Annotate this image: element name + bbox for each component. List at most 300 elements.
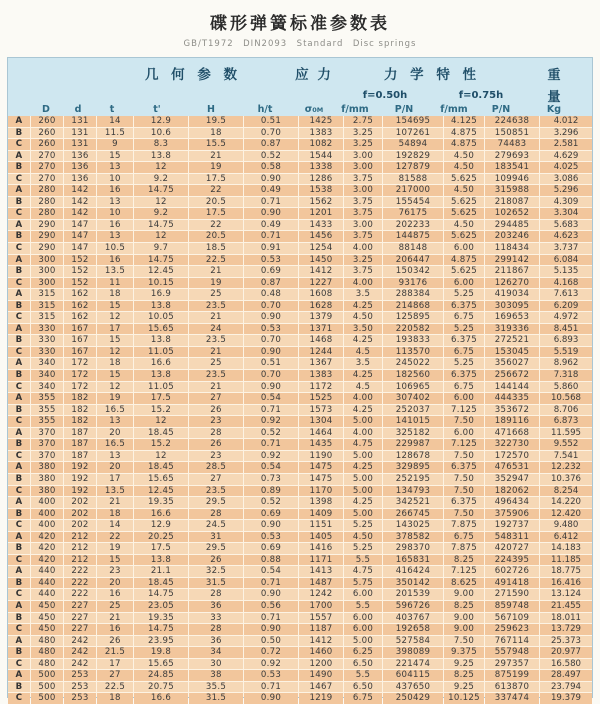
data-cell: 229987 xyxy=(383,439,443,450)
data-cell: 480 xyxy=(31,647,63,658)
data-cell: 4.00 xyxy=(344,243,382,254)
group-header-stress: 应 力 xyxy=(295,67,333,83)
data-cell: 1171 xyxy=(299,555,343,566)
data-cell: 169653 xyxy=(485,312,539,323)
data-cell: 19 xyxy=(189,278,243,289)
data-cell: 5.25 xyxy=(444,324,484,335)
data-cell: 16.6 xyxy=(134,693,188,704)
data-cell: 7.125 xyxy=(444,439,484,450)
data-cell: 253 xyxy=(64,670,96,681)
data-cell: 28 xyxy=(189,428,243,439)
data-cell: 1416 xyxy=(299,543,343,554)
data-cell: 398089 xyxy=(383,647,443,658)
data-cell: 12 xyxy=(134,416,188,427)
data-cell: 202 xyxy=(64,520,96,531)
data-cell: 9.480 xyxy=(540,520,592,531)
data-cell: 153045 xyxy=(485,347,539,358)
data-cell: 22 xyxy=(189,185,243,196)
data-cell: 16 xyxy=(97,624,133,635)
series-cell: C xyxy=(8,243,30,254)
data-cell: 1367 xyxy=(299,358,343,369)
data-cell: 0.52 xyxy=(244,428,298,439)
data-cell: 28 xyxy=(189,624,243,635)
data-cell: 1573 xyxy=(299,405,343,416)
data-cell: 1475 xyxy=(299,474,343,485)
data-cell: 31 xyxy=(189,532,243,543)
data-cell: 450 xyxy=(31,613,63,624)
data-cell: 187 xyxy=(64,451,96,462)
data-cell: 6.75 xyxy=(444,347,484,358)
series-cell: C xyxy=(8,208,30,219)
data-cell: 1244 xyxy=(299,347,343,358)
col-header-t-prime: t' xyxy=(153,104,161,115)
data-cell: 4.25 xyxy=(344,370,382,381)
data-cell: 6.25 xyxy=(344,647,382,658)
data-cell: 370 xyxy=(31,451,63,462)
data-cell: 0.90 xyxy=(244,520,298,531)
col-header-f050-pn: P/N xyxy=(394,104,414,115)
data-cell: 9.25 xyxy=(444,659,484,670)
data-cell: 5.00 xyxy=(344,474,382,485)
data-cell: 152 xyxy=(64,266,96,277)
series-cell: A xyxy=(8,393,30,404)
data-cell: 4.50 xyxy=(444,162,484,173)
data-cell: 6.084 xyxy=(540,255,592,266)
data-cell: 6.75 xyxy=(444,312,484,323)
data-cell: 13.8 xyxy=(134,151,188,162)
data-cell: 500 xyxy=(31,693,63,704)
data-cell: 4.629 xyxy=(540,151,592,162)
data-cell: 14.75 xyxy=(134,220,188,231)
data-cell: 25 xyxy=(189,358,243,369)
data-cell: 4.50 xyxy=(444,151,484,162)
data-cell: 0.92 xyxy=(244,416,298,427)
data-cell: 0.56 xyxy=(244,601,298,612)
data-cell: 6.873 xyxy=(540,416,592,427)
data-cell: 16.416 xyxy=(540,578,592,589)
data-cell: 131 xyxy=(64,139,96,150)
data-cell: 22 xyxy=(189,220,243,231)
data-cell: 18.5 xyxy=(189,243,243,254)
data-cell: 0.90 xyxy=(244,382,298,393)
series-cell: B xyxy=(8,613,30,624)
data-cell: 7.50 xyxy=(444,416,484,427)
data-cell: 303095 xyxy=(485,301,539,312)
subheader-f050: f=0.50h xyxy=(362,90,408,101)
series-cell: A xyxy=(8,428,30,439)
data-cell: 28.5 xyxy=(189,462,243,473)
data-cell: 144875 xyxy=(383,231,443,242)
data-cell: 10.15 xyxy=(134,278,188,289)
data-cell: 450 xyxy=(31,624,63,635)
data-cell: 206447 xyxy=(383,255,443,266)
series-cell: B xyxy=(8,301,30,312)
data-cell: 3.75 xyxy=(344,208,382,219)
data-cell: 4.012 xyxy=(540,116,592,127)
data-cell: 162 xyxy=(64,289,96,300)
col-header-d: d xyxy=(74,104,82,115)
data-cell: 102652 xyxy=(485,208,539,219)
data-cell: 18 xyxy=(97,289,133,300)
data-cell: 14.75 xyxy=(134,185,188,196)
data-cell: 182 xyxy=(64,393,96,404)
data-cell: 16 xyxy=(97,220,133,231)
data-cell: 23.05 xyxy=(134,601,188,612)
data-cell: 329895 xyxy=(383,462,443,473)
series-cell: C xyxy=(8,555,30,566)
data-cell: 27 xyxy=(189,393,243,404)
data-cell: 147 xyxy=(64,220,96,231)
data-cell: 1525 xyxy=(299,393,343,404)
data-cell: 6.50 xyxy=(344,682,382,693)
data-cell: 21.1 xyxy=(134,566,188,577)
data-cell: 20 xyxy=(97,578,133,589)
data-cell: 280 xyxy=(31,208,63,219)
data-cell: 6.00 xyxy=(344,624,382,635)
data-cell: 12 xyxy=(134,231,188,242)
data-cell: 0.54 xyxy=(244,393,298,404)
data-cell: 17 xyxy=(97,324,133,335)
data-cell: 23 xyxy=(189,451,243,462)
data-cell: 0.90 xyxy=(244,693,298,704)
data-cell: 36 xyxy=(189,601,243,612)
data-cell: 272521 xyxy=(485,335,539,346)
data-cell: 3.5 xyxy=(344,289,382,300)
data-cell: 3.75 xyxy=(344,174,382,185)
col-header-f075-pn: P/N xyxy=(491,104,511,115)
data-cell: 11.05 xyxy=(134,347,188,358)
data-cell: 142 xyxy=(64,197,96,208)
data-cell: 12 xyxy=(134,162,188,173)
data-cell: 193833 xyxy=(383,335,443,346)
data-cell: 147 xyxy=(64,243,96,254)
table-header xyxy=(8,58,592,116)
data-cell: 16.5 xyxy=(97,439,133,450)
data-cell: 23 xyxy=(97,566,133,577)
data-cell: 220582 xyxy=(383,324,443,335)
data-cell: 11.05 xyxy=(134,382,188,393)
data-cell: 187 xyxy=(64,428,96,439)
data-cell: 380 xyxy=(31,486,63,497)
data-cell: 270 xyxy=(31,174,63,185)
data-cell: 0.87 xyxy=(244,278,298,289)
data-cell: 15 xyxy=(97,555,133,566)
data-cell: 31.5 xyxy=(189,693,243,704)
data-cell: 36 xyxy=(189,636,243,647)
data-cell: 167 xyxy=(64,324,96,335)
data-cell: 0.71 xyxy=(244,405,298,416)
data-cell: 12 xyxy=(97,312,133,323)
data-cell: 378582 xyxy=(383,532,443,543)
data-cell: 1425 xyxy=(299,116,343,127)
data-cell: 7.541 xyxy=(540,451,592,462)
data-cell: 131 xyxy=(64,116,96,127)
data-cell: 19.8 xyxy=(134,647,188,658)
data-cell: 15 xyxy=(97,370,133,381)
data-cell: 10.376 xyxy=(540,474,592,485)
series-cell: A xyxy=(8,566,30,577)
group-header-weight-top: 重 xyxy=(547,67,561,83)
data-cell: 0.90 xyxy=(244,174,298,185)
data-cell: 1544 xyxy=(299,151,343,162)
data-cell: 4.25 xyxy=(344,301,382,312)
data-cell: 7.50 xyxy=(444,486,484,497)
data-cell: 141015 xyxy=(383,416,443,427)
data-cell: 17.5 xyxy=(134,543,188,554)
data-cell: 9.2 xyxy=(134,174,188,185)
data-cell: 26 xyxy=(189,439,243,450)
data-cell: 1082 xyxy=(299,139,343,150)
data-cell: 419034 xyxy=(485,289,539,300)
data-cell: 192 xyxy=(64,462,96,473)
data-cell: 1412 xyxy=(299,266,343,277)
data-cell: 24 xyxy=(189,324,243,335)
data-cell: 20.25 xyxy=(134,532,188,543)
data-cell: 3.00 xyxy=(344,151,382,162)
data-cell: 0.72 xyxy=(244,647,298,658)
data-cell: 270 xyxy=(31,151,63,162)
data-cell: 380 xyxy=(31,462,63,473)
series-cell: B xyxy=(8,682,30,693)
data-cell: 5.625 xyxy=(444,266,484,277)
data-cell: 27 xyxy=(97,670,133,681)
data-cell: 0.49 xyxy=(244,185,298,196)
data-cell: 1379 xyxy=(299,312,343,323)
data-cell: 14 xyxy=(97,116,133,127)
data-cell: 35.5 xyxy=(189,682,243,693)
data-cell: 859748 xyxy=(485,601,539,612)
data-cell: 212 xyxy=(64,532,96,543)
data-cell: 16.5 xyxy=(97,405,133,416)
series-cell: B xyxy=(8,128,30,139)
group-header-geometry: 几 何 参 数 xyxy=(144,67,242,83)
data-cell: 12 xyxy=(134,451,188,462)
data-cell: 1338 xyxy=(299,162,343,173)
col-header-f075-fmm: f/mm xyxy=(440,104,468,115)
data-cell: 189116 xyxy=(485,416,539,427)
data-cell: 15 xyxy=(97,335,133,346)
series-cell: A xyxy=(8,220,30,231)
col-header-H: H xyxy=(207,104,215,115)
data-cell: 0.70 xyxy=(244,370,298,381)
data-cell: 5.860 xyxy=(540,382,592,393)
data-cell: 337474 xyxy=(485,693,539,704)
data-cell: 21.455 xyxy=(540,601,592,612)
data-cell: 10 xyxy=(97,208,133,219)
data-cell: 1254 xyxy=(299,243,343,254)
data-cell: 613870 xyxy=(485,682,539,693)
data-cell: 11.5 xyxy=(97,128,133,139)
data-cell: 0.70 xyxy=(244,128,298,139)
data-cell: 1487 xyxy=(299,578,343,589)
data-cell: 192829 xyxy=(383,151,443,162)
data-cell: 0.51 xyxy=(244,358,298,369)
data-cell: 18.45 xyxy=(134,578,188,589)
data-cell: 271590 xyxy=(485,589,539,600)
data-cell: 253 xyxy=(64,682,96,693)
data-cell: 8.3 xyxy=(134,139,188,150)
data-cell: 167 xyxy=(64,347,96,358)
group-header-weight-bottom: 量 xyxy=(547,90,561,105)
data-cell: 155454 xyxy=(383,197,443,208)
series-cell: A xyxy=(8,289,30,300)
data-cell: 12.9 xyxy=(134,520,188,531)
data-cell: 596726 xyxy=(383,601,443,612)
data-cell: 1412 xyxy=(299,636,343,647)
data-cell: 227 xyxy=(64,624,96,635)
data-cell: 222 xyxy=(64,589,96,600)
data-cell: 300 xyxy=(31,278,63,289)
data-cell: 875199 xyxy=(485,670,539,681)
data-cell: 203246 xyxy=(485,231,539,242)
data-cell: 20.977 xyxy=(540,647,592,658)
data-cell: 1557 xyxy=(299,613,343,624)
data-cell: 34 xyxy=(189,647,243,658)
data-cell: 416424 xyxy=(383,566,443,577)
data-cell: 14.75 xyxy=(134,624,188,635)
data-cell: 17.5 xyxy=(189,208,243,219)
data-cell: 5.25 xyxy=(444,358,484,369)
data-cell: 0.70 xyxy=(244,301,298,312)
data-cell: 6.00 xyxy=(344,613,382,624)
data-cell: 342521 xyxy=(383,497,443,508)
data-cell: 4.623 xyxy=(540,231,592,242)
data-cell: 13.8 xyxy=(134,370,188,381)
data-cell: 162 xyxy=(64,312,96,323)
data-cell: 4.25 xyxy=(344,462,382,473)
data-cell: 7.50 xyxy=(444,451,484,462)
data-cell: 3.25 xyxy=(344,255,382,266)
data-cell: 4.25 xyxy=(344,335,382,346)
data-cell: 15 xyxy=(97,151,133,162)
data-cell: 214868 xyxy=(383,301,443,312)
data-cell: 4.00 xyxy=(344,278,382,289)
data-cell: 0.53 xyxy=(244,324,298,335)
data-cell: 7.125 xyxy=(444,566,484,577)
data-cell: 1608 xyxy=(299,289,343,300)
data-cell: 21 xyxy=(189,347,243,358)
data-cell: 380 xyxy=(31,474,63,485)
data-cell: 20 xyxy=(97,462,133,473)
data-cell: 259623 xyxy=(485,624,539,635)
data-cell: 375906 xyxy=(485,509,539,520)
data-cell: 5.135 xyxy=(540,266,592,277)
data-cell: 319336 xyxy=(485,324,539,335)
data-cell: 6.00 xyxy=(344,589,382,600)
data-cell: 20 xyxy=(97,428,133,439)
page-subtitle: GB/T1972 DIN2093 Standard Disc springs xyxy=(183,39,417,49)
data-cell: 0.52 xyxy=(244,151,298,162)
data-cell: 13.5 xyxy=(97,266,133,277)
data-cell: 7.613 xyxy=(540,289,592,300)
data-cell: 307402 xyxy=(383,393,443,404)
data-cell: 0.71 xyxy=(244,613,298,624)
data-cell: 1490 xyxy=(299,670,343,681)
data-cell: 297357 xyxy=(485,659,539,670)
data-cell: 252195 xyxy=(383,474,443,485)
data-cell: 300 xyxy=(31,266,63,277)
data-cell: 315988 xyxy=(485,185,539,196)
data-cell: 5.00 xyxy=(344,509,382,520)
series-cell: B xyxy=(8,474,30,485)
data-cell: 5.00 xyxy=(344,486,382,497)
data-cell: 23.95 xyxy=(134,636,188,647)
data-cell: 5.25 xyxy=(444,289,484,300)
data-cell: 767114 xyxy=(485,636,539,647)
data-cell: 330 xyxy=(31,335,63,346)
data-cell: 604115 xyxy=(383,670,443,681)
data-cell: 252037 xyxy=(383,405,443,416)
data-cell: 23 xyxy=(189,416,243,427)
data-cell: 6.00 xyxy=(444,428,484,439)
data-cell: 8.25 xyxy=(444,601,484,612)
data-cell: 17 xyxy=(97,474,133,485)
data-cell: 4.50 xyxy=(444,185,484,196)
data-cell: 5.25 xyxy=(344,543,382,554)
data-cell: 403767 xyxy=(383,613,443,624)
data-cell: 212 xyxy=(64,555,96,566)
title-band xyxy=(0,0,600,49)
data-cell: 11.185 xyxy=(540,555,592,566)
data-cell: 12 xyxy=(97,382,133,393)
data-cell: 23.5 xyxy=(189,335,243,346)
data-cell: 527584 xyxy=(383,636,443,647)
data-cell: 13.729 xyxy=(540,624,592,635)
data-cell: 8.25 xyxy=(444,555,484,566)
data-cell: 1383 xyxy=(299,128,343,139)
data-cell: 476531 xyxy=(485,462,539,473)
series-cell: B xyxy=(8,578,30,589)
data-cell: 224395 xyxy=(485,555,539,566)
data-cell: 125895 xyxy=(383,312,443,323)
data-cell: 154695 xyxy=(383,116,443,127)
data-cell: 227 xyxy=(64,601,96,612)
data-cell: 136 xyxy=(64,174,96,185)
data-cell: 5.296 xyxy=(540,185,592,196)
series-cell: B xyxy=(8,543,30,554)
group-header-mechanical: 力 学 特 性 xyxy=(383,67,481,83)
data-cell: 242 xyxy=(64,636,96,647)
data-cell: 16.580 xyxy=(540,659,592,670)
col-header-h-over-t: h/t xyxy=(257,104,273,115)
data-cell: 0.53 xyxy=(244,670,298,681)
data-cell: 0.54 xyxy=(244,566,298,577)
data-cell: 15.2 xyxy=(134,439,188,450)
series-cell: A xyxy=(8,601,30,612)
series-cell: C xyxy=(8,486,30,497)
data-cell: 21.5 xyxy=(97,647,133,658)
data-cell: 172 xyxy=(64,370,96,381)
data-cell: 24.85 xyxy=(134,670,188,681)
series-cell: B xyxy=(8,266,30,277)
data-cell: 10.05 xyxy=(134,312,188,323)
data-cell: 21 xyxy=(189,151,243,162)
data-cell: 54894 xyxy=(383,139,443,150)
data-cell: 6.375 xyxy=(444,370,484,381)
data-cell: 31.5 xyxy=(189,578,243,589)
data-cell: 260 xyxy=(31,116,63,127)
data-cell: 1170 xyxy=(299,486,343,497)
data-cell: 12.45 xyxy=(134,486,188,497)
series-cell: C xyxy=(8,659,30,670)
data-cell: 242 xyxy=(64,647,96,658)
data-cell: 5.5 xyxy=(344,670,382,681)
series-cell: A xyxy=(8,670,30,681)
data-cell: 74483 xyxy=(485,139,539,150)
data-cell: 22.5 xyxy=(189,255,243,266)
data-cell: 1187 xyxy=(299,624,343,635)
data-cell: 182062 xyxy=(485,486,539,497)
